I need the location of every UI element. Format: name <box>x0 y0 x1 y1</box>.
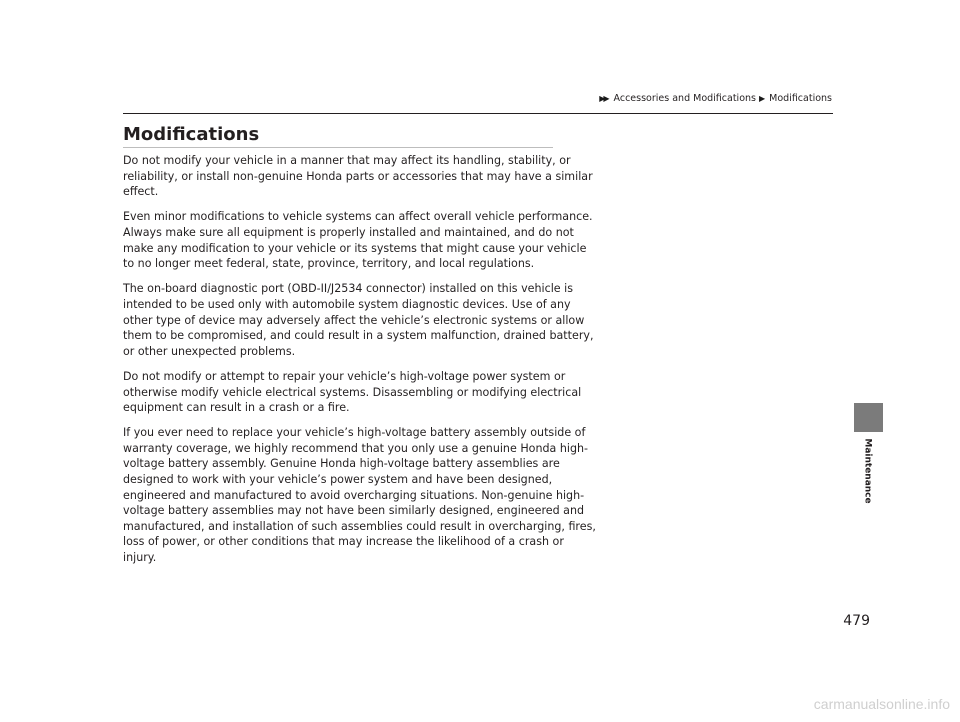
header-rule <box>123 113 833 114</box>
arrow-icon: ▶ <box>758 94 764 103</box>
text-line: engineered and manufactured to avoid overcharging situations. Non-genuine high- <box>123 488 585 502</box>
text-line: manufactured, and installation of such assemblies could result in overcharging, fires, <box>123 519 596 533</box>
text-line: The on-board diagnostic port (OBD-II/J2534 connector) installed on this vehicle is <box>123 282 573 296</box>
page-number: 479 <box>843 613 870 629</box>
paragraph <box>123 369 582 416</box>
paragraph <box>123 281 594 359</box>
text-line: voltage battery assemblies may not have been similarly designed, engineered and <box>123 504 585 518</box>
text-line: warranty coverage, we highly recommend that you only use a genuine Honda high- <box>123 441 589 455</box>
breadcrumb <box>599 93 832 104</box>
paragraph <box>123 153 593 200</box>
breadcrumb-page[interactable]: Modifications <box>769 93 832 104</box>
text-line: injury. <box>123 551 157 565</box>
title-rule <box>123 147 553 148</box>
section-marker <box>854 403 883 432</box>
text-line: designed to work with your vehicle’s power system and have been designed, <box>123 473 553 487</box>
text-line: voltage battery assembly. Genuine Honda high-voltage battery assemblies are <box>123 457 560 471</box>
text-line: Do not modify or attempt to repair your vehicle’s high-voltage power system or <box>123 369 566 383</box>
text-line: reliability, or install non-genuine Honda parts or accessories that may have a similar <box>123 169 593 183</box>
text-line: make any modification to your vehicle or its systems that might cause your vehicle <box>123 241 587 255</box>
text-line: equipment can result in a crash or a fire. <box>123 401 350 415</box>
text-line: Always make sure all equipment is properly installed and maintained, and do not <box>123 225 574 239</box>
double-arrow-icon: ▶▶ <box>599 94 608 103</box>
text-line: otherwise modify vehicle electrical systems. Disassembling or modifying electrical <box>123 385 582 399</box>
text-line: to no longer meet federal, state, province, territory, and local regulations. <box>123 257 535 271</box>
text-line: or other unexpected problems. <box>123 344 296 358</box>
text-line: Even minor modifications to vehicle systems can affect overall vehicle performance. <box>123 210 593 224</box>
paragraph <box>123 425 596 565</box>
text-line: other type of device may adversely affect the vehicle’s electronic systems or allow <box>123 313 585 327</box>
side-tab-label: Maintenance <box>863 438 874 504</box>
page-title: Modifications <box>123 124 260 145</box>
paragraph <box>123 209 593 271</box>
breadcrumb-section[interactable]: Accessories and Modifications <box>613 93 756 104</box>
text-line: them to be compromised, and could result in a system malfunction, drained battery, <box>123 329 594 343</box>
side-tab[interactable] <box>852 438 884 504</box>
text-line: Do not modify your vehicle in a manner that may affect its handling, stability, or <box>123 154 571 167</box>
text-line: If you ever need to replace your vehicle’s high-voltage battery assembly outside of <box>123 426 586 440</box>
text-line: effect. <box>123 185 159 199</box>
text-line: intended to be used only with automobile system diagnostic devices. Use of any <box>123 297 571 311</box>
watermark: carmanualsonline.info <box>813 696 950 712</box>
text-line: loss of power, or other conditions that may increase the likelihood of a crash or <box>123 535 564 549</box>
body-text <box>123 153 596 575</box>
